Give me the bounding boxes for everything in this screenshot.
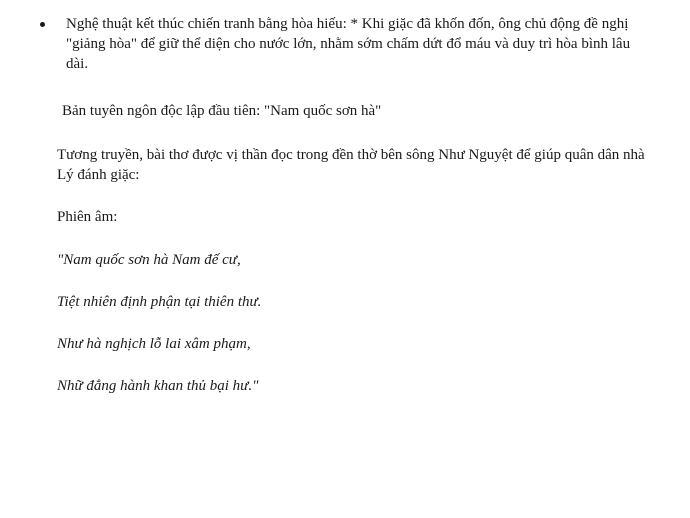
- phien-am-label: Phiên âm:: [57, 209, 118, 225]
- poem-line-3: Như hà nghịch lỗ lai xâm phạm,: [57, 336, 251, 352]
- poem-line-1: "Nam quốc sơn hà Nam đế cư,: [57, 252, 241, 268]
- section-heading: Bản tuyên ngôn độc lập đầu tiên: "Nam quốc sơn hà": [62, 103, 382, 119]
- intro-paragraph: Tương truyền, bài thơ được vị thần đọc trong đền thờ bên sông Như Nguyệt để giúp quân dân nhà Lý đánh giặc:: [57, 147, 645, 183]
- poem-line-4: Nhữ đẳng hành khan thủ bại hư.": [57, 378, 259, 394]
- bullet-paragraph: Nghệ thuật kết thúc chiến tranh bằng hòa hiếu: * Khi giặc đã khốn đốn, ông chủ động đề nghị "giảng hòa" để giữ thể diện cho nước lớn, nhằm sớm chấm dứt đổ máu và duy trì hòa bình lâu dài.: [66, 16, 631, 72]
- poem-line-2: Tiệt nhiên định phận tại thiên thư.: [57, 294, 262, 310]
- bullet-list-item: [40, 14, 640, 74]
- bullet-marker: [40, 22, 45, 27]
